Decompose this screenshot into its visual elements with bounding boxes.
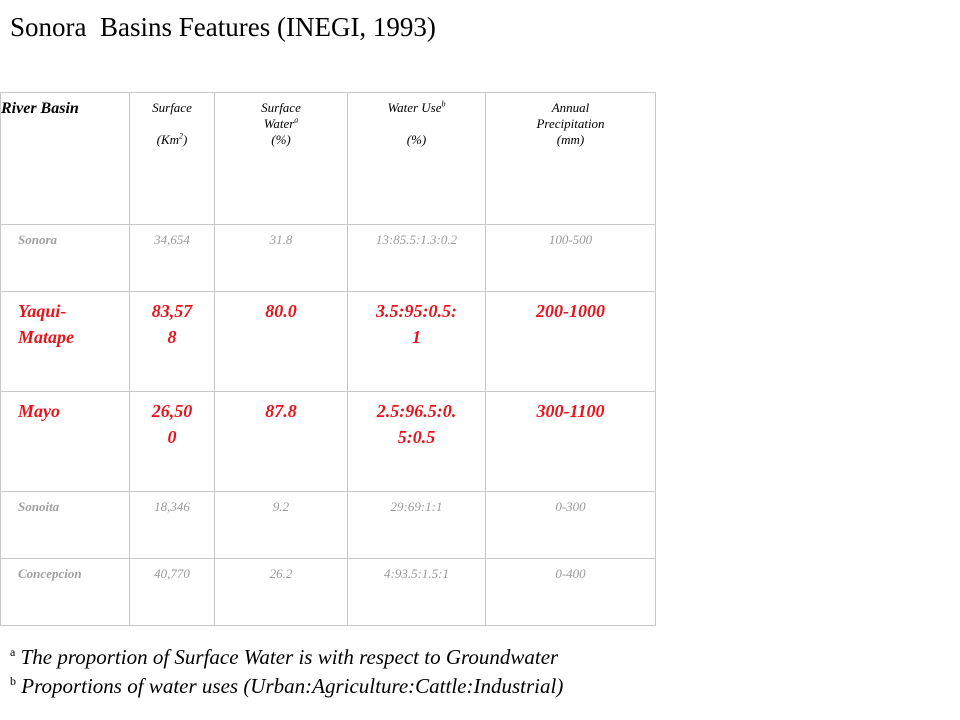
precipitation-value: 300-1100 — [486, 392, 656, 492]
header-water-use: Water Use$^b$ (%) — [348, 93, 486, 225]
basin-features-table — [0, 92, 656, 626]
surface-value: 40,770 — [130, 559, 215, 626]
surface-value: 18,346 — [130, 492, 215, 559]
precipitation-value: 0-400 — [486, 559, 656, 626]
page-title: Sonora Basins Features (INEGI, 1993) — [10, 12, 436, 42]
header-surface-water: Surface Water$^a$ (%) — [215, 93, 348, 225]
basin-name: Concepcion — [1, 559, 130, 626]
table-row — [1, 392, 656, 492]
table-row — [1, 559, 656, 626]
table-row — [1, 225, 656, 292]
basin-name: Yaqui- Matape — [1, 292, 130, 392]
surface-water-value: 87.8 — [215, 392, 348, 492]
precipitation-value: 100-500 — [486, 225, 656, 292]
water-use-value: 4:93.5:1.5:1 — [348, 559, 486, 626]
water-use-value: 29:69:1:1 — [348, 492, 486, 559]
table-header-row — [1, 93, 656, 225]
surface-water-value: 26.2 — [215, 559, 348, 626]
water-use-value: 13:85.5:1.3:0.2 — [348, 225, 486, 292]
footnote-b: $^b$ Proportions of water uses (Urban:Agriculture:Cattle:Industrial) — [10, 674, 564, 698]
surface-value: 83,57 8 — [130, 292, 215, 392]
basin-name: Sonora — [1, 225, 130, 292]
footnote-a: $^a$ The proportion of Surface Water is with respect to Groundwater — [10, 645, 559, 669]
header-surface: Surface (Km$^2$) — [130, 93, 215, 225]
precipitation-value: 0-300 — [486, 492, 656, 559]
surface-value: 34,654 — [130, 225, 215, 292]
footnotes — [10, 643, 563, 701]
water-use-value: 2.5:96.5:0. 5:0.5 — [348, 392, 486, 492]
precipitation-value: 200-1000 — [486, 292, 656, 392]
surface-water-value: 80.0 — [215, 292, 348, 392]
header-annual-precipitation: Annual Precipitation (mm) — [486, 93, 656, 225]
surface-water-value: 9.2 — [215, 492, 348, 559]
surface-value: 26,50 0 — [130, 392, 215, 492]
table-row — [1, 492, 656, 559]
basin-name: Sonoita — [1, 492, 130, 559]
water-use-value: 3.5:95:0.5: 1 — [348, 292, 486, 392]
basin-name: Mayo — [1, 392, 130, 492]
header-river-basin: River Basin — [1, 93, 130, 225]
table-row — [1, 292, 656, 392]
surface-water-value: 31.8 — [215, 225, 348, 292]
